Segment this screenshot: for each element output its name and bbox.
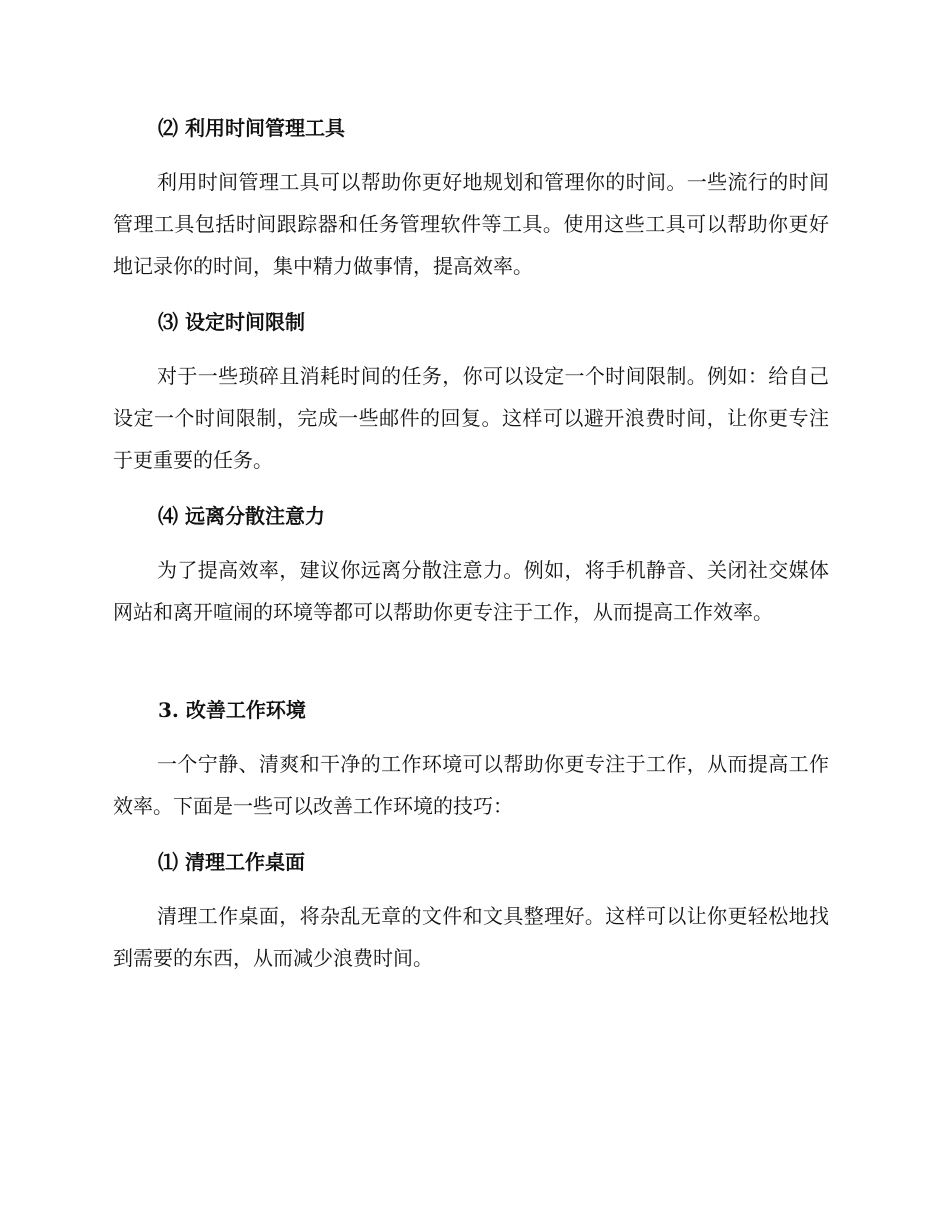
section-paragraph-clean-desk: 清理工作桌面，将杂乱无章的文件和文具整理好。这样可以让你更轻松地找到需要的东西，从而减少浪费时间。 xyxy=(113,904,829,970)
section-heading-distraction: ⑷ 远离分散注意力 xyxy=(158,504,325,528)
section-paragraph-distraction: 为了提高效率，建议你远离分散注意力。例如，将手机静音、关闭社交媒体网站和离开喧闹的环境等都可以帮助你更专注于工作，从而提高工作效率。 xyxy=(113,558,829,624)
section-heading-work-environment: 3. 改善工作环境 xyxy=(158,698,306,722)
section-heading-time-tools: ⑵ 利用时间管理工具 xyxy=(158,116,345,140)
section-paragraph-time-limit: 对于一些琐碎且消耗时间的任务，你可以设定一个时间限制。例如：给自己设定一个时间限制，完成一些邮件的回复。这样可以避开浪费时间，让你更专注于更重要的任务。 xyxy=(113,364,829,472)
section-paragraph-time-tools: 利用时间管理工具可以帮助你更好地规划和管理你的时间。一些流行的时间管理工具包括时间跟踪器和任务管理软件等工具。使用这些工具可以帮助你更好地记录你的时间，集中精力做事情，提高效率。 xyxy=(113,170,829,278)
section-heading-time-limit: ⑶ 设定时间限制 xyxy=(158,310,305,334)
section-heading-clean-desk: ⑴ 清理工作桌面 xyxy=(158,850,305,874)
section-paragraph-work-environment: 一个宁静、清爽和干净的工作环境可以帮助你更专注于工作，从而提高工作效率。下面是一些可以改善工作环境的技巧： xyxy=(113,752,829,818)
